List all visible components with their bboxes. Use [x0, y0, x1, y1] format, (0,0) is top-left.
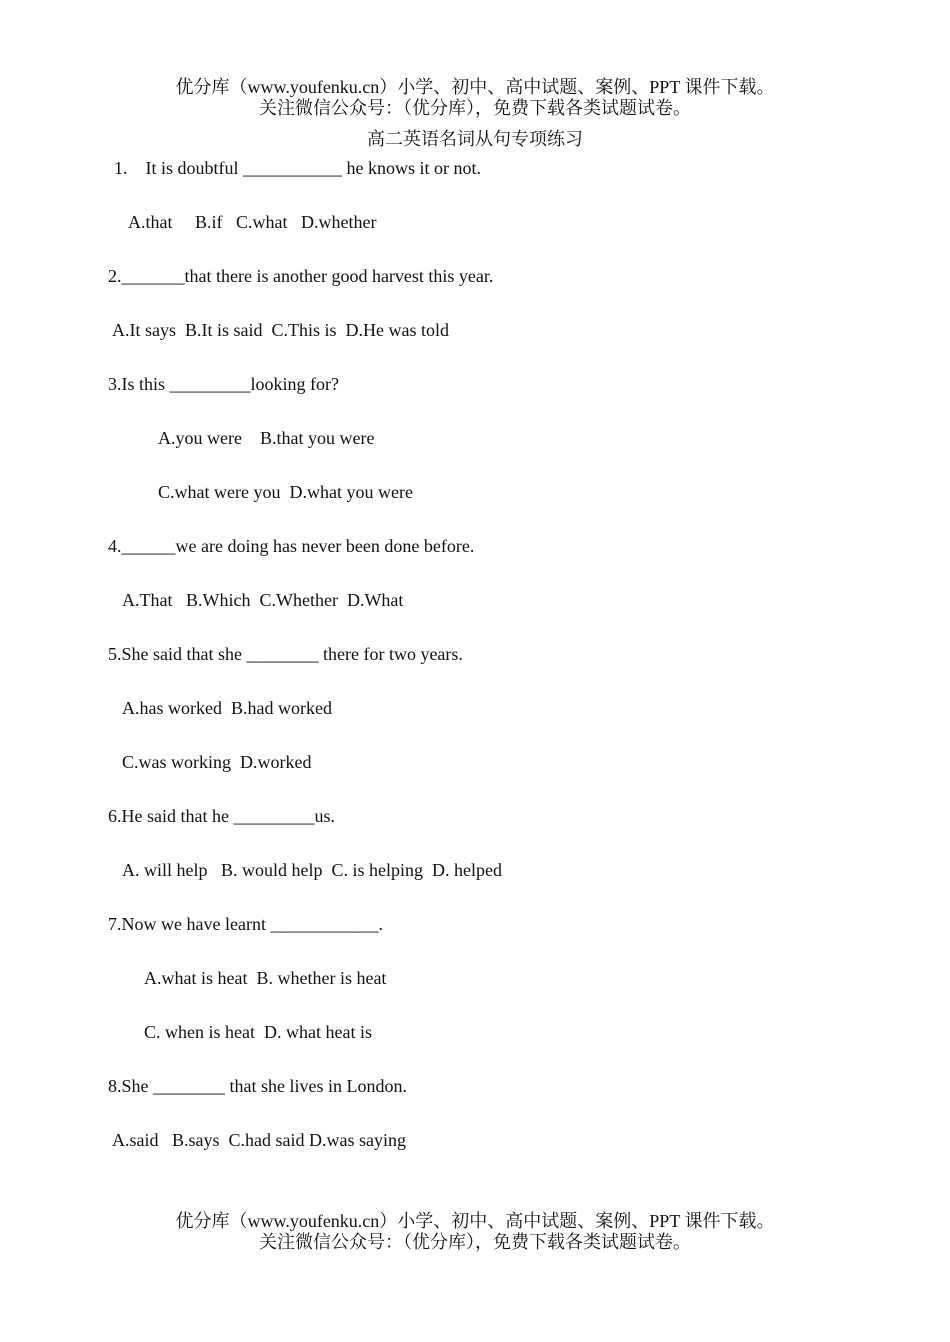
- question-7-options-b: C. when is heat D. what heat is: [144, 1022, 372, 1042]
- header-line-2: 关注微信公众号：（优分库），免费下载各类试题试卷。: [259, 98, 691, 118]
- question-1-stem: 1. It is doubtful ___________ he knows it or not.: [114, 158, 481, 178]
- question-6-stem: 6.He said that he _________us.: [108, 806, 335, 826]
- question-4-stem: 4.______we are doing has never been done before.: [108, 536, 475, 556]
- question-5-stem: 5.She said that she ________ there for two years.: [108, 644, 463, 664]
- question-8-options: A.said B.says C.had said D.was saying: [112, 1130, 406, 1150]
- footer-line-2: 关注微信公众号：（优分库），免费下载各类试题试卷。: [259, 1232, 691, 1252]
- question-8-stem: 8.She ________ that she lives in London.: [108, 1076, 407, 1096]
- question-6-options: A. will help B. would help C. is helping D. helped: [122, 860, 502, 880]
- question-7-stem: 7.Now we have learnt ____________.: [108, 914, 383, 934]
- header-line-1: 优分库（www.youfenku.cn）小学、初中、高中试题、案例、PPT 课件下载。: [175, 77, 775, 97]
- question-1-options: A.that B.if C.what D.whether: [128, 212, 377, 232]
- page-title: 高二英语名词从句专项练习: [367, 129, 583, 149]
- question-2-stem: 2._______that there is another good harvest this year.: [108, 266, 494, 286]
- question-3-stem: 3.Is this _________looking for?: [108, 374, 339, 394]
- question-5-options-a: A.has worked B.had worked: [122, 698, 332, 718]
- question-3-options-b: C.what were you D.what you were: [158, 482, 413, 502]
- footer-line-1: 优分库（www.youfenku.cn）小学、初中、高中试题、案例、PPT 课件下载。: [175, 1211, 775, 1231]
- question-2-options: A.It says B.It is said C.This is D.He was told: [112, 320, 449, 340]
- question-3-options-a: A.you were B.that you were: [158, 428, 375, 448]
- question-7-options-a: A.what is heat B. whether is heat: [144, 968, 387, 988]
- question-4-options: A.That B.Which C.Whether D.What: [122, 590, 404, 610]
- question-5-options-b: C.was working D.worked: [122, 752, 312, 772]
